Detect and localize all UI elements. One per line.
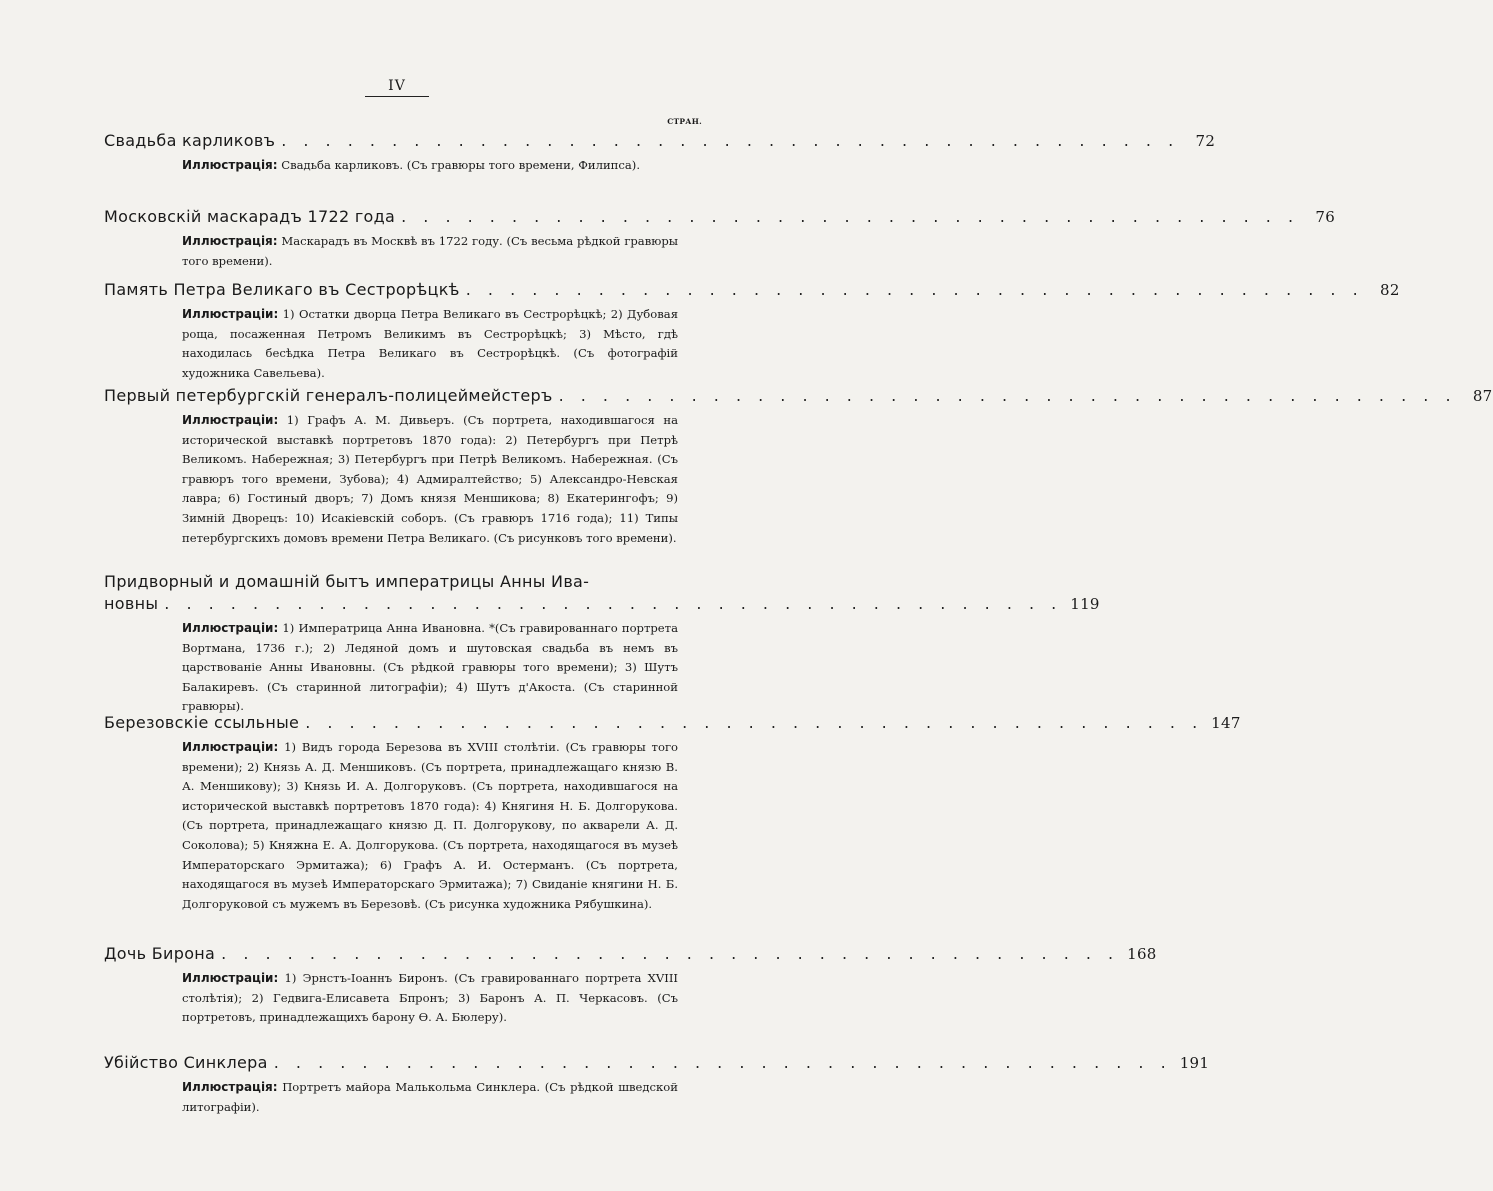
leader-dots: . . . . . . . . . . . . . . . . . . . . . . . . . . . . . . . . . . . . . . . . . [273,1053,1172,1072]
illustration-text: Портретъ майора Малькольма Синклера. (Съ рѣдкой шведской литографіи). [182,1080,678,1114]
illustration-label: Иллюстраціи: [182,413,279,427]
toc-entry [104,279,1400,383]
illustration-label: Иллюстраціи: [182,621,279,635]
entry-page: 191 [1179,1054,1210,1072]
illustration-text: 1) Императрица Анна Ивановна. *(Съ гравированнаго портрета Вортмана, 1736 г.); 2) Ледяной домъ и шутовская свадьба въ немъ въ царствованіе Анны Ивановны. (Съ рѣдкой гравюры того времени); 3) Шутъ Балакиревъ. (Съ старинной литографіи); 4) Шутъ д'Акоста. (Съ старинной гравюры). [182,621,678,714]
entry-title-continuation: новны [104,594,159,613]
entry-illustrations [182,156,678,176]
leader-dots: . . . . . . . . . . . . . . . . . . . . . . . . . . . . . . . . . . . . . . . . . [305,713,1204,732]
leader-dots: . . . . . . . . . . . . . . . . . . . . . . . . . . . . . . . . . . . . . . . . . [465,280,1364,299]
entry-illustrations [182,738,678,914]
entry-title: Московскій маскарадъ 1722 года [104,207,396,226]
toc-entry [104,1052,1210,1117]
illustration-text: 1) Эрнстъ-Іоаннъ Биронъ. (Съ гравированнаго портрета XVIII столѣтія); 2) Гедвига-Елисавета Бπронъ; 3) Баронъ А. П. Черкасовъ. (Съ портретовъ, принадлежащихъ барону Ѳ. А. Бюлеру). [182,971,679,1025]
entry-title-line [104,206,1336,228]
entry-illustrations [182,305,678,383]
leader-dots: . . . . . . . . . . . . . . . . . . . . . . . . . . . . . . . . . . . . . . . . . [164,594,1063,613]
illustration-text: 1) Графъ А. М. Дивьеръ. (Съ портрета, находившагося на исторической выставкѣ портретовъ 1870 года): 2) Петербургъ при Петрѣ Великомъ. Набережная; 3) Петербургъ при Петрѣ Великомъ. Набережная. (Съ гравюръ того времени, Зубова); 4) Адмиралтейство; 5) Александро-Невская лавра; 6) Гостиный дворъ; 7) Домъ князя Меншикова; 8) Екатерингофъ; 9) Зимній Дворецъ: 10) Исакіевскій соборъ. (Съ гравюръ 1716 года); 11) Типы петербургскихъ домовъ времени Петра Великаго. (Съ рисунковъ того времени). [182,413,679,545]
entry-illustrations [182,411,678,548]
toc-entry [104,130,1216,176]
entry-title-line [104,593,1100,615]
entry-page: 147 [1211,714,1241,732]
entry-illustrations [182,232,678,271]
entry-title: Березовскіе ссыльные [104,713,300,732]
illustration-label: Иллюстраціи: [182,971,279,985]
leader-dots: . . . . . . . . . . . . . . . . . . . . . . . . . . . . . . . . . . . . . . . . . [221,944,1120,963]
leader-dots: . . . . . . . . . . . . . . . . . . . . . . . . . . . . . . . . . . . . . . . . . [558,386,1457,405]
entry-page: 76 [1315,208,1336,226]
illustration-text: 1) Остатки дворца Петра Великаго въ Сестрорѣцкѣ; 2) Дубовая роща, посаженная Петромъ Великимъ въ Сестрорѣцкѣ; 3) Мѣсто, гдѣ находилась бесѣдка Петра Великаго въ Сестрорѣцкѣ. (Съ фотографій художника Савельева). [182,307,679,380]
leader-dots: . . . . . . . . . . . . . . . . . . . . . . . . . . . . . . . . . . . . . . . . . [281,131,1180,150]
illustration-label: Иллюстрація: [182,158,278,172]
entry-title-line [104,130,1216,152]
entry-page: 119 [1070,595,1100,613]
toc-entry [104,385,1493,548]
entry-title-line [104,943,1157,965]
entry-title: Придворный и домашній бытъ императрицы Анны Ива- [104,572,590,591]
entry-page: 72 [1195,132,1216,150]
illustration-text: Маскарадъ въ Москвѣ въ 1722 году. (Съ весьма рѣдкой гравюры того времени). [182,234,678,268]
entry-title: Первый петербургскій генералъ-полицеймейстеръ [104,386,553,405]
illustration-label: Иллюстраціи: [182,307,279,321]
page-number: IV [388,78,406,94]
entry-title-line [104,385,1493,407]
entry-title-line [104,1052,1210,1074]
entry-title: Свадьба карликовъ [104,131,276,150]
page-column-label: СТРАН. [667,117,702,126]
entry-page: 82 [1380,281,1400,299]
entry-title-line [104,279,1400,301]
entry-title: Память Петра Великаго въ Сестрорѣцкѣ [104,280,460,299]
illustration-label: Иллюстрація: [182,1080,278,1094]
entry-title: Дочь Бирона [104,944,216,963]
illustration-text: Свадьба карликовъ. (Съ гравюры того времени, Филипса). [281,158,641,172]
illustration-text: 1) Видъ города Березова въ XVIII столѣтіи. (Съ гравюры того времени); 2) Князь А. Д. Меншиковъ. (Съ портрета, принадлежащаго князю В. А. Меншикову); 3) Князь И. А. Долгоруковъ. (Съ портрета, находившагося на исторической выставкѣ портретовъ 1870 года): 4) Княгиня Н. Б. Долгорукова. (Съ портрета, принадлежащаго князю Д. П. Долгорукову, по акварели А. Д. Соколова); 5) Княжна Е. А. Долгорукова. (Съ портрета, находящагося въ музеѣ Императорскаго Эрмитажа); 6) Графъ А. И. Остерманъ. (Съ портрета, находящагося въ музеѣ Императорскаго Эрмитажа); 7) Свиданіе княгини Н. Б. Долгоруковой съ мужемъ въ Березовѣ. (Съ рисунка художника Рябушкина). [182,740,679,911]
illustration-label: Иллюстраціи: [182,740,279,754]
entry-title: Убійство Синклера [104,1053,268,1072]
entry-page: 87 [1472,387,1493,405]
toc-entry [104,943,1157,1028]
page-number-rule [365,96,429,97]
toc-entry [104,571,1100,717]
entry-illustrations [182,619,678,717]
entry-illustrations [182,1078,678,1117]
leader-dots: . . . . . . . . . . . . . . . . . . . . . . . . . . . . . . . . . . . . . . . . . [401,207,1300,226]
toc-entry [104,206,1336,271]
toc-entry [104,712,1241,914]
entry-illustrations [182,969,678,1028]
illustration-label: Иллюстрація: [182,234,278,248]
entry-title-line [104,712,1241,734]
entry-page: 168 [1127,945,1157,963]
